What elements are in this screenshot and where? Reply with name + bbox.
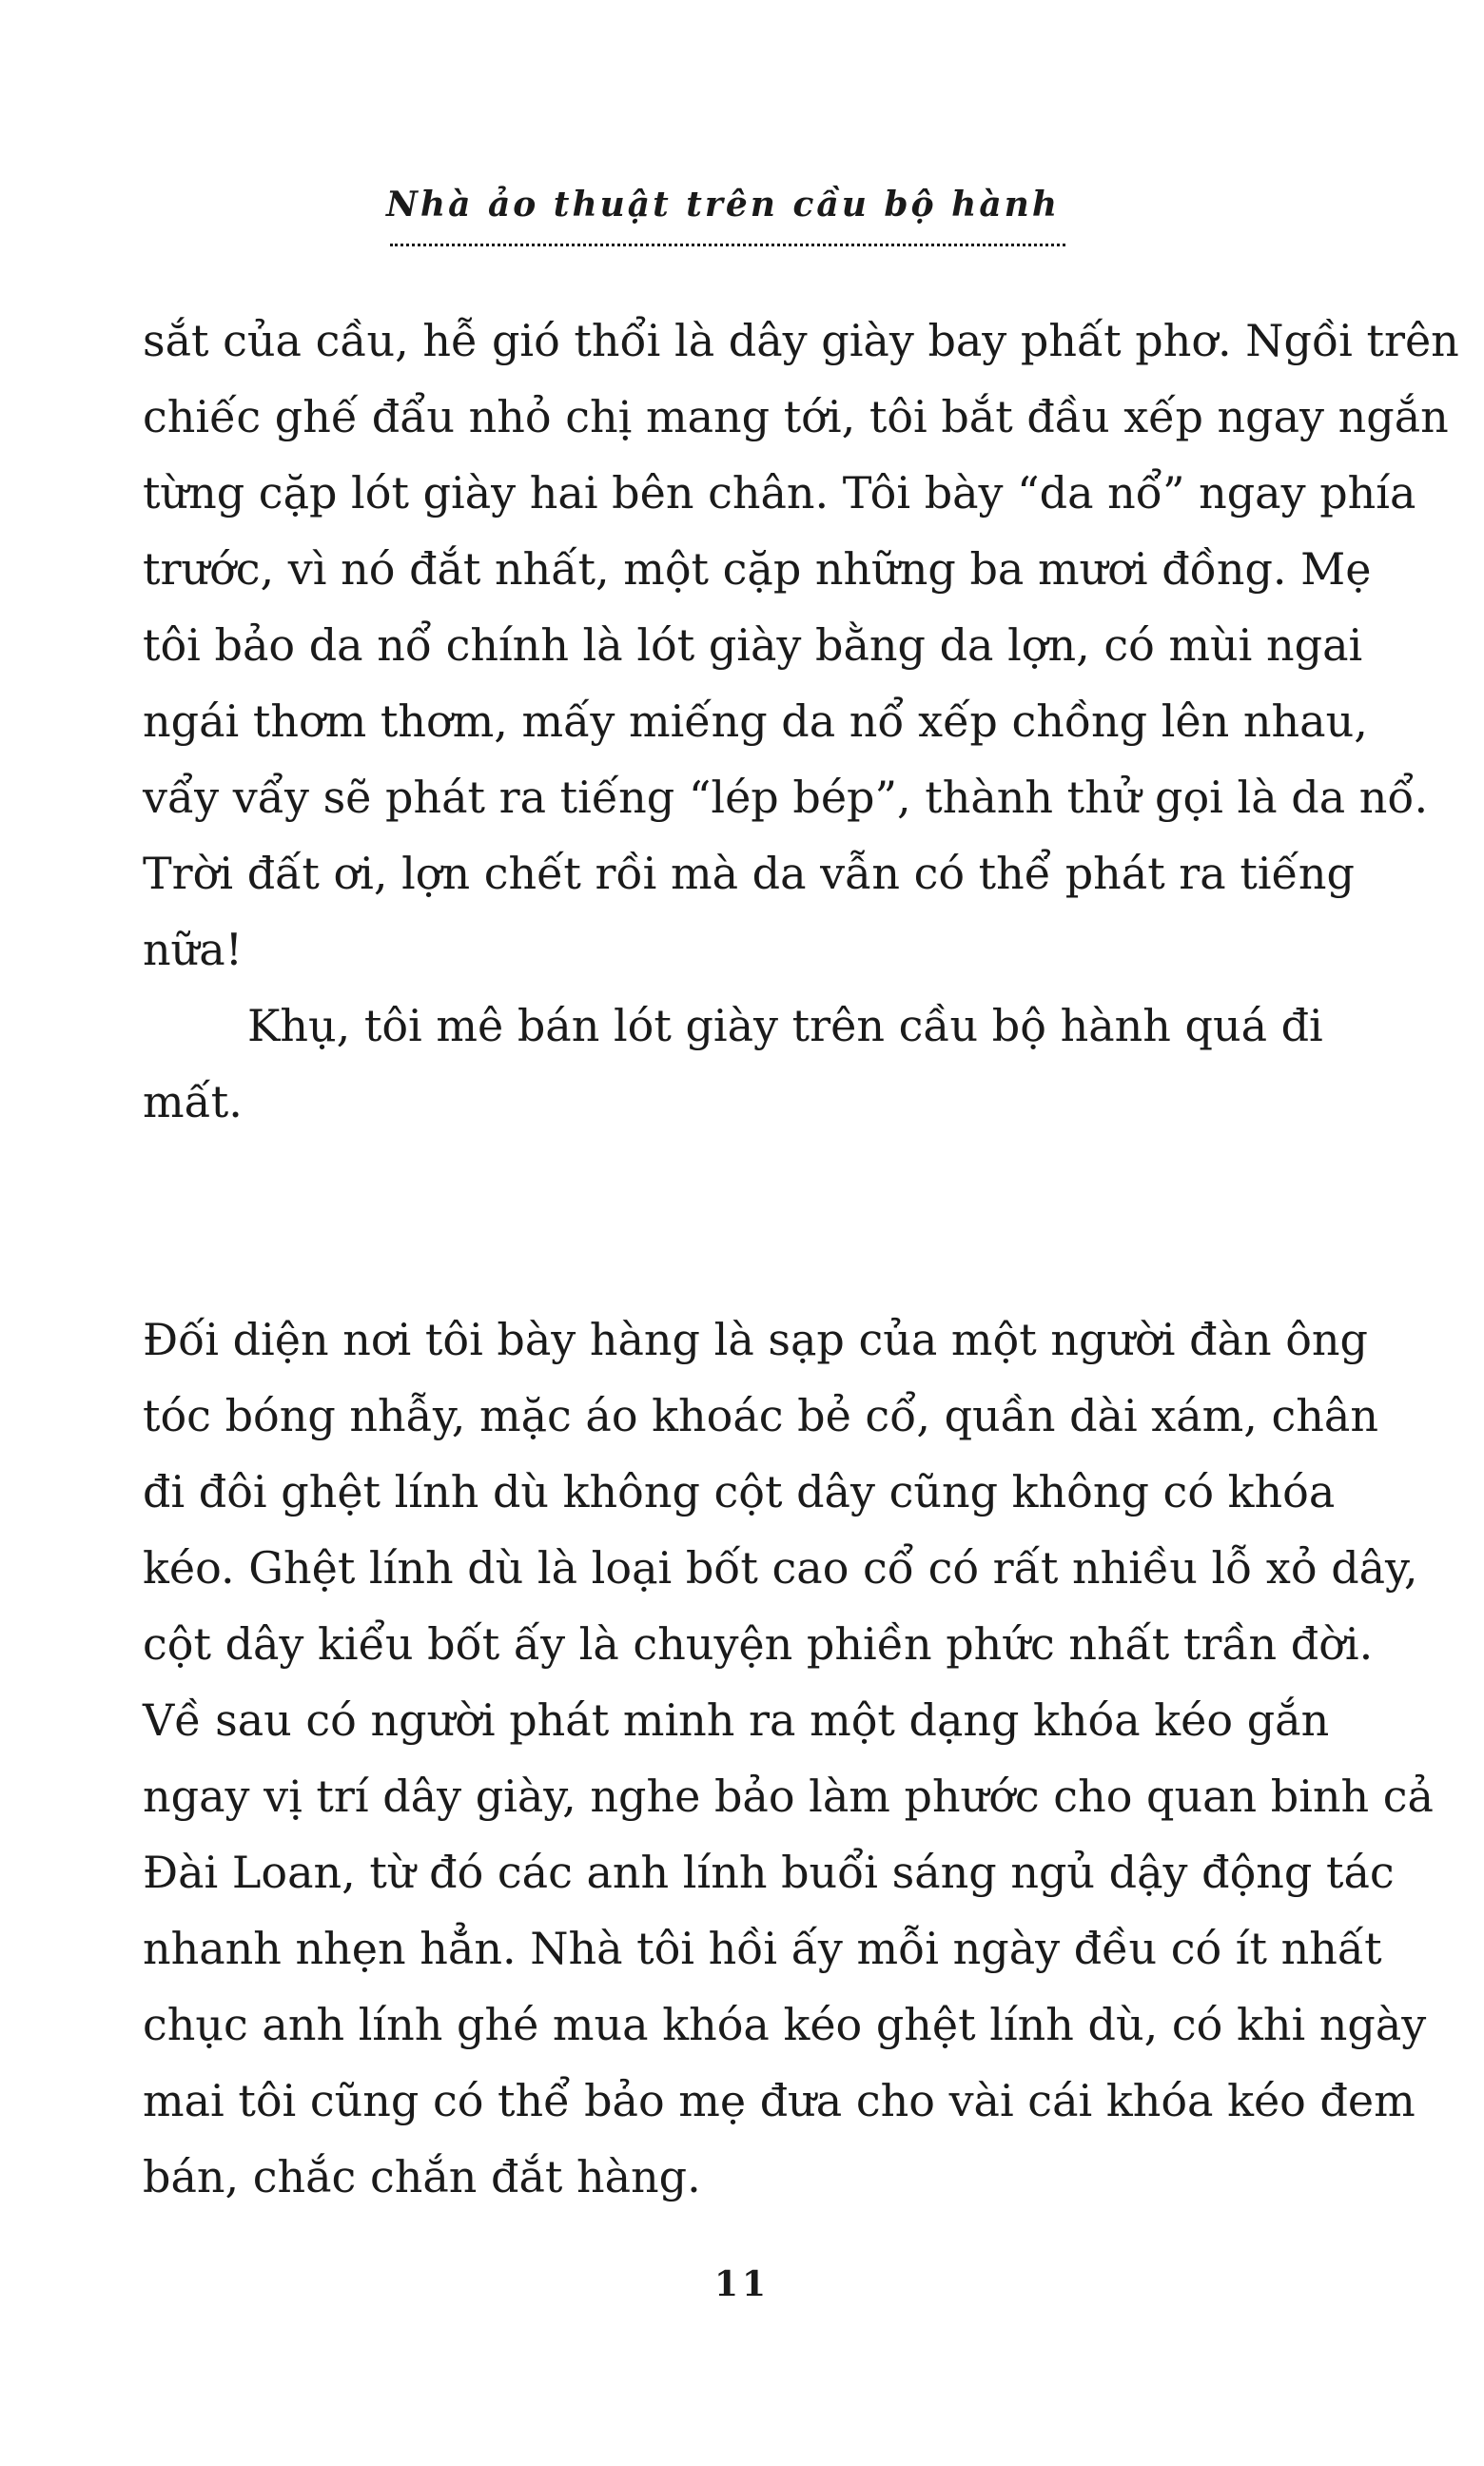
header-dotted-rule [390,244,1065,246]
text-line: cột dây kiểu bốt ấy là chuyện phiền phức nhất trần đời. [143,1618,1374,1670]
text-line: kéo. Ghệt lính dù là loại bốt cao cổ có rất nhiều lỗ xỏ dây, [143,1542,1418,1594]
text-line: nhanh nhẹn hẳn. Nhà tôi hồi ấy mỗi ngày đều có ít nhất [143,1923,1382,1974]
text-line: Về sau có người phát minh ra một dạng khóa kéo gắn [143,1694,1330,1746]
text-line: ngay vị trí dây giày, nghe bảo làm phước cho quan binh cả [143,1771,1434,1822]
paragraph-1 [143,303,1459,988]
text-line: bán, chắc chắn đắt hàng. [143,2151,701,2202]
text-line: tôi bảo da nổ chính là lót giày bằng da lợn, có mùi ngai [143,619,1363,671]
text-line: Đối diện nơi tôi bày hàng là sạp của một người đàn ông [143,1314,1368,1365]
page-number: 11 [713,2264,771,2304]
text-line: từng cặp lót giày hai bên chân. Tôi bày “da nổ” ngay phía [143,467,1416,519]
text-line: đi đôi ghệt lính dù không cột dây cũng không có khóa [143,1466,1336,1517]
text-line: trước, vì nó đắt nhất, một cặp những ba mươi đồng. Mẹ [143,543,1372,595]
text-line: Trời đất ơi, lợn chết rồi mà da vẫn có thể phát ra tiếng [143,848,1355,899]
running-header: Nhà ảo thuật trên cầu bộ hành [386,185,1060,225]
text-line: vẩy vẩy sẽ phát ra tiếng “lép bép”, thành thử gọi là da nổ. [143,772,1429,823]
text-line: mất. [143,1076,243,1127]
text-line: chục anh lính ghé mua khóa kéo ghệt lính dù, có khi ngày [143,1999,1427,2050]
text-line: nữa! [143,924,244,975]
paragraph-2 [143,988,1323,1140]
text-line: tóc bóng nhẫy, mặc áo khoác bẻ cổ, quần dài xám, chân [143,1390,1378,1441]
text-line: chiếc ghế đẩu nhỏ chị mang tới, tôi bắt đầu xếp ngay ngắn [143,391,1449,442]
text-line: Đài Loan, từ đó các anh lính buổi sáng ngủ dậy động tác [143,1847,1395,1898]
paragraph-3 [143,1302,1434,2215]
text-line: ngái thơm thơm, mấy miếng da nổ xếp chồng lên nhau, [143,695,1368,747]
text-line: mai tôi cũng có thể bảo mẹ đưa cho vài cái khóa kéo đem [143,2075,1416,2126]
text-line: Khụ, tôi mê bán lót giày trên cầu bộ hành quá đi [247,1000,1323,1051]
text-line: sắt của cầu, hễ gió thổi là dây giày bay phất phơ. Ngồi trên [143,315,1459,366]
